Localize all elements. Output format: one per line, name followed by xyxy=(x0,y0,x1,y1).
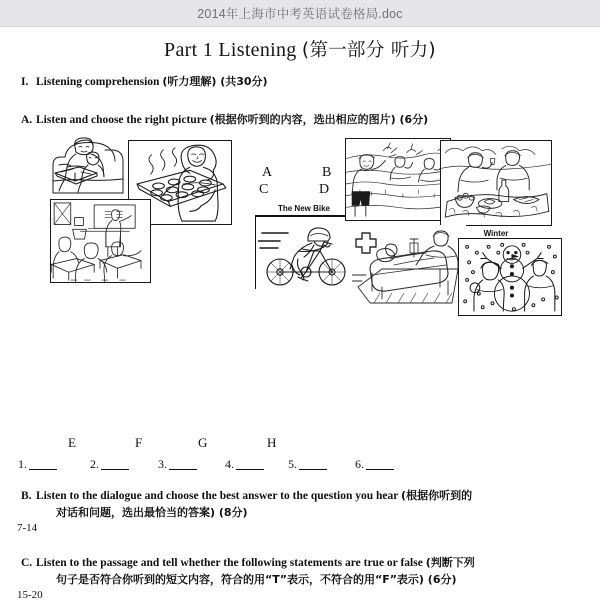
choice-letter-a: A xyxy=(262,165,273,181)
section-marker-i: I. xyxy=(21,76,29,88)
picture-letter-e: E xyxy=(68,435,76,451)
panel-left-edge-new-bike xyxy=(255,215,256,289)
picture-panel-mother-reading xyxy=(45,135,131,199)
caption-winter: Winter xyxy=(483,229,509,239)
answer-blank-1[interactable] xyxy=(18,457,57,472)
page-title xyxy=(0,36,600,62)
section-listening-comprehension xyxy=(0,74,600,91)
section-listen-dialogue xyxy=(0,488,600,521)
answer-blank-3-label: 3. xyxy=(158,457,167,472)
picture-letter-g: G xyxy=(198,435,208,451)
answer-blank-4[interactable] xyxy=(225,457,264,472)
picture-letter-f: F xyxy=(135,435,143,451)
picture-panel-hospital-visit xyxy=(352,225,466,307)
section-text-b xyxy=(36,488,600,521)
answer-blank-5-line[interactable] xyxy=(299,469,327,470)
picture-panel-picnic xyxy=(440,140,552,226)
section-text-i-en: Listening comprehension xyxy=(36,76,163,88)
answer-blanks-row xyxy=(0,457,600,479)
answer-blank-1-line[interactable] xyxy=(29,469,57,470)
question-range-c: 15-20 xyxy=(17,588,43,601)
answer-blank-2-label: 2. xyxy=(90,457,99,472)
answer-blank-2-line[interactable] xyxy=(101,469,129,470)
document-title-bar xyxy=(0,0,600,27)
section-text-b-cn2: 对话和问题，选出最恰当的答案) (8分) xyxy=(56,506,248,520)
answer-blank-3-line[interactable] xyxy=(169,469,197,470)
question-range-b: 7-14 xyxy=(17,521,38,534)
answer-blank-6-label: 6. xyxy=(355,457,364,472)
section-text-b-cn: (根据你听到的 xyxy=(401,489,473,503)
document-title: 2014年上海市中考英语试卷格局.doc xyxy=(197,7,403,21)
picture-panel-water-play xyxy=(345,138,451,221)
section-text-c-cn2: 句子是否符合你听到的短文内容，符合的用“T”表示，不符合的用“F”表示) (6分) xyxy=(56,572,457,586)
picture-panel-classroom xyxy=(50,199,151,283)
choice-letter-d: D xyxy=(319,182,330,198)
picture-panel-snowman xyxy=(458,238,562,316)
answer-blank-5[interactable] xyxy=(288,457,327,472)
answer-blank-4-label: 4. xyxy=(225,457,234,472)
answer-blank-2[interactable] xyxy=(90,457,129,472)
section-text-c-cn: (判断下列 xyxy=(425,555,475,569)
part-title-cn: (第一部分 听力) xyxy=(301,40,436,61)
section-marker-c: C. xyxy=(21,556,33,569)
section-text-a xyxy=(36,112,600,129)
choice-letter-b: B xyxy=(322,165,332,181)
caption-the-new-bike: The New Bike xyxy=(277,204,330,214)
picture-panel-cyclist xyxy=(258,217,352,289)
section-listen-passage xyxy=(0,555,600,588)
section-choose-right-picture xyxy=(0,112,600,129)
section-text-c-en: Listen to the passage and tell whether the following statements are true or false xyxy=(36,556,426,569)
picture-letter-h: H xyxy=(267,435,277,451)
answer-blank-1-label: 1. xyxy=(18,457,27,472)
section-marker-a: A. xyxy=(21,113,33,126)
picture-letter-row-efgh xyxy=(0,435,600,455)
answer-blank-3[interactable] xyxy=(158,457,197,472)
section-text-a-cn: (根据你听到的内容，选出相应的图片) (6分) xyxy=(209,112,429,126)
section-text-i xyxy=(36,74,600,91)
choice-letter-c: C xyxy=(259,182,269,198)
part-title-en: Part 1 Listening xyxy=(164,39,302,61)
answer-blank-5-label: 5. xyxy=(288,457,297,472)
answer-blank-6[interactable] xyxy=(355,457,394,472)
picture-choices-board xyxy=(0,133,600,433)
answer-blank-4-line[interactable] xyxy=(236,469,264,470)
section-text-a-en: Listen and choose the right picture xyxy=(36,113,210,126)
section-text-i-cn: (听力理解) (共30分) xyxy=(162,75,268,88)
section-text-c xyxy=(36,555,600,588)
section-marker-b: B. xyxy=(21,490,32,503)
document-page xyxy=(0,27,600,601)
answer-blank-6-line[interactable] xyxy=(366,469,394,470)
section-text-b-en: Listen to the dialogue and choose the best answer to the question you hear xyxy=(36,490,402,503)
